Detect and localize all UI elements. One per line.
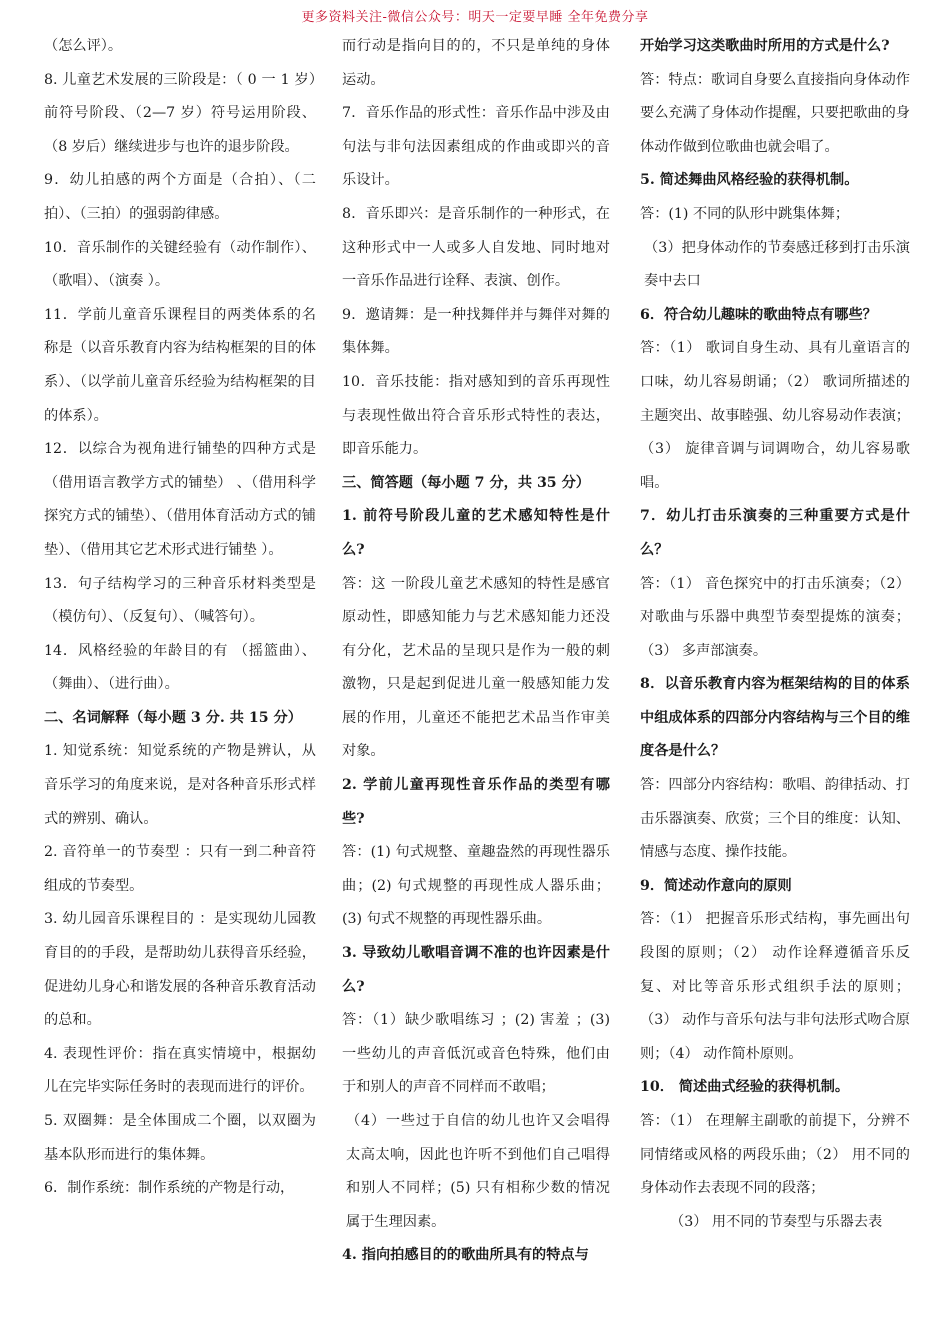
paragraph: 9．邀请舞：是一种找舞伴并与舞伴对舞的集体舞。 (342, 306, 610, 357)
answer: （4）一些过于自信的幼儿也许又会唱得太高太响，因此也许听不到他们自己唱得和别人不同样；(5) 只有相称少数的情况属于生理因素。 (346, 1113, 610, 1230)
paragraph: 11．学前儿童音乐课程目的两类体系的名称是（以音乐教育内容为结构框架的目的体系）、（以学前儿童音乐经验为结构框架的目的体系）。 (44, 306, 316, 424)
question: 4. 指向拍感目的的歌曲所具有的特点与 (342, 1247, 589, 1264)
question: 开始学习这类歌曲时所用的方式是什么? (640, 38, 890, 54)
paragraph: 8. 儿童艺术发展的三阶段是：（ 0 一 1 岁）前符号阶段、（2—7 岁）符号运用阶段、（8 岁后）继续进步与也许的退步阶段。 (44, 71, 316, 155)
paragraph: 而行动是指向目的的，不只是单纯的身体运动。 (342, 38, 610, 88)
paragraph: 5. 双圈舞：是全体围成二个圈，以双圈为基本队形而进行的集体舞。 (44, 1113, 316, 1163)
answer: 答：（1）缺少歌唱练习 ；(2) 害羞 ；(3) 一些幼儿的声音低沉或音色特殊，他们由于和别人的声音不同样而不敢唱； (342, 1012, 610, 1096)
paragraph: 10．音乐技能：指对感知到的音乐再现性与表现性做出符合音乐形式特性的表达，即音乐能力。 (342, 373, 610, 458)
answer: 答：（1） 歌词自身生动、具有儿童语言的口味，幼儿容易朗诵；（2） 歌词所描述的主题突出、故事睦强、幼儿容易动作表演；（3） 旋律音调与词调吻合，幼儿容易歌唱。 (640, 340, 910, 491)
paragraph: 2. 音符单一的节奏型 ：只有一到二种音符组成的节奏型。 (44, 844, 316, 894)
section-heading: 二、名词解释（每小题 3 分. 共 15 分） (44, 709, 302, 726)
question: 10． 简述曲式经验的获得机制。 (640, 1079, 850, 1096)
question: 6．符合幼儿趣味的歌曲特点有哪些？ (640, 306, 877, 323)
question: 9．简述动作意向的原则 (640, 877, 792, 894)
column-right (640, 30, 910, 1239)
answer: 答：（1） 在理解主副歌的前提下，分辨不同情绪或风格的两段乐曲；（2） 用不同的身体动作去表现不同的段落； (640, 1113, 910, 1197)
paragraph: 7．音乐作品的形式性：音乐作品中涉及由句法与非句法因素组成的作曲或即兴的音乐设计。 (342, 105, 610, 189)
section-heading: 三、简答题（每小题 7 分，共 35 分） (342, 474, 590, 491)
paragraph: 6．制作系统：制作系统的产物是行动， (44, 1180, 295, 1197)
paragraph: 9．幼儿拍感的两个方面是（合拍）、（二拍）、（三拍）的强弱韵律感。 (44, 172, 316, 222)
paragraph: 4. 表现性评价：指在真实情境中，根据幼儿在完毕实际任务时的表现而进行的评价。 (44, 1045, 316, 1096)
paragraph: 10．音乐制作的关键经验有（动作制作）、（歌唱）、（演奏 ）。 (44, 239, 316, 290)
question: 7．幼儿打击乐演奏的三种重要方式是什么？ (640, 508, 910, 558)
paragraph: 8．音乐即兴：是音乐制作的一种形式，在这种形式中一人或多人自发地、同时地对一音乐作品进行诠释、表演、创作。 (342, 205, 610, 290)
paragraph: （怎么评）。 (44, 38, 123, 54)
question: 1. 前符号阶段儿童的艺术感知特性是什么? (342, 508, 610, 558)
answer: 答：（1） 把握音乐形式结构，事先画出句段图的原则；（2） 动作诠释遵循音乐反复、对比等音乐形式组织手法的原则；（3） 动作与音乐句法与非句法形式吻合原则；（4） 动作简朴原则。 (640, 911, 910, 1062)
paragraph: 3. 幼儿园音乐课程目的 ：是实现幼儿园教育目的的手段，是帮助幼儿获得音乐经验，促进幼儿身心和谐发展的各种音乐教育活动的总和。 (44, 911, 316, 1029)
column-middle (342, 30, 610, 1273)
column-left (44, 30, 316, 1206)
question: 3. 导致幼儿歌唱音调不准的也许因素是什么? (342, 945, 610, 995)
question: 2. 学前儿童再现性音乐作品的类型有哪些? (342, 777, 610, 827)
paragraph: 1. 知觉系统：知觉系统的产物是辨认，从音乐学习的角度来说，是对各种音乐形式样式的辨别、确认。 (44, 743, 316, 827)
paragraph: 13．句子结构学习的三种音乐材料类型是（模仿句）、（反复句）、（喊答句）。 (44, 575, 316, 626)
answer: （3） 用不同的节奏型与乐器去表 (670, 1213, 883, 1230)
answer: 答：(1) 句式规整、童趣盎然的再现性器乐曲；(2) 句式规整的再现性成人器乐曲；(3) 句式不规整的再现性器乐曲。 (342, 844, 610, 928)
answer: 答：特点：歌词自身要么直接指向身体动作要么充满了身体动作提醒，只要把歌曲的身体动作做到位歌曲也就会唱了。 (640, 71, 910, 155)
paragraph: 14．风格经验的年龄目的有 （摇篮曲）、（舞曲）、（进行曲）。 (44, 642, 316, 693)
answer: 答：这 一阶段儿童艺术感知的特性是感官原动性，即感知能力与艺术感知能力还没有分化，艺术品的呈现只是作为一般的刺激物，只是起到促进儿童一般感知能力发展的作用，儿童还不能把艺术品当作审美对象。 (342, 575, 610, 760)
answer: （3）把身体动作的节奏感迁移到打击乐演奏中去口 (644, 239, 910, 290)
paragraph: 12．以综合为视角进行铺垫的四种方式是（借用语言教学方式的铺垫） 、（借用科学探究方式的铺垫）、（借用体育活动方式的铺垫）、（借用其它艺术形式进行铺垫 ）。 (44, 441, 316, 558)
answer: 答：(1) 不同的队形中跳集体舞； (640, 205, 850, 222)
question: 5. 简述舞曲风格经验的获得机制。 (640, 172, 859, 189)
question: 8．以音乐教育内容为框架结构的目的体系中组成体系的四部分内容结构与三个目的维度各是什么？ (640, 676, 910, 760)
answer: 答：四部分内容结构：歌唱、韵律括动、打击乐器演奏、欣赏；三个目的维度：认知、情感与态度、操作技能。 (640, 777, 910, 861)
answer: 答：（1） 音色探究中的打击乐演奏；（2） 对歌曲与乐器中典型节奏型提炼的演奏；（3） 多声部演奏。 (640, 575, 910, 659)
header-banner: 更多资料关注-微信公众号：明天一定要早睡 全年免费分享 (301, 10, 649, 25)
